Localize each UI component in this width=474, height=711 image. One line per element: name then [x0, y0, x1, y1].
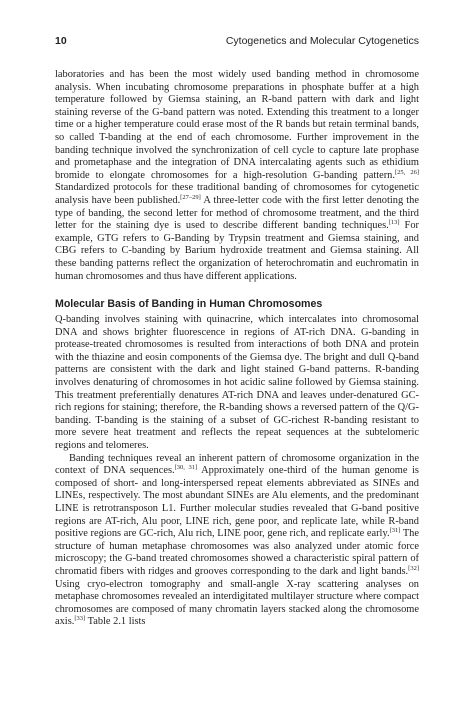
citation: [27–29] — [180, 193, 201, 201]
text-run: A three-letter code with the first letter denoting the type of banding, the second letter for method of chromosome treatment, and the third letter for the staining dye is used to describe different banding techniques. — [55, 194, 419, 232]
paragraph — [55, 453, 419, 629]
citation: [31] — [389, 527, 401, 535]
paragraph — [55, 314, 419, 453]
citation: [30, 31] — [174, 464, 198, 472]
text-run: Standardized protocols for these traditional banding of chromosomes for cytogenetic analysis have been published. — [55, 182, 419, 206]
text-run: Using cryo-electron tomography and small-angle X-ray scattering analyses on metaphase chromosomes revealed an interdigitated multilayer structure where compact chromosomes are composed of many chromatin layers stacked along the chromosome axis. — [55, 578, 419, 628]
running-header — [55, 35, 419, 49]
citation: [32] — [408, 564, 419, 572]
paragraph — [55, 69, 419, 283]
page-body — [55, 69, 419, 629]
text-run: For example, GTG refers to G-Banding by Trypsin treatment and Giemsa staining, and CBG refers to C-banding by Barium hydroxide treatment and Giemsa staining. All these banding patterns reflect the organization of heterochromatin and euchromatin in human chromosomes and thus have different applications. — [55, 220, 419, 282]
text-run: laboratories and has been the most widely used banding method in chromosome analysis. When incubating chromosome preparations in phosphate buffer at a high temperature followed by Giemsa staining, an R-band pattern with dark and light staining reverse of the G-band pattern was noted. Extending this treatment to a longer time or a higher temperature could erase most of the R bands but retain terminal bands, so called T-banding at the end of each chromosome. Further improvement in the banding technique involved the synchronization of cell cycle to capture late prophase and prometaphase and the integration of DNA intercalating agents such as ethidium bromide to elongate chromosomes for a high-resolution G-banding pattern. — [55, 69, 419, 181]
running-title: Cytogenetics and Molecular Cytogenetics — [225, 35, 419, 47]
citation: [25, 26] — [394, 168, 419, 176]
page-number: 10 — [55, 35, 67, 47]
text-run: Q-banding involves staining with quinacrine, which intercalates into chromosomal DNA and shows brighter fluorescence in regions of AT-rich DNA. G-banding in protease-treated chromosomes is resulted from interactions of both DNA and protein with the thiazine and eosin components of the Giemsa dye. The bright and dull Q-band patterns are consistent with the dark and light stained G-band patterns. R-banding involves denaturing of chromosomes in hot acidic saline followed by Giemsa staining. This treatment preferentially denatures AT-rich DNA and leaves under-denatured GC-rich regions for staining; therefore, the R-banding shows a reversed pattern of the Q/G-banding. T-banding is the staining of a subset of GC-richest R-banding resistant to more severe heat treatment and reflects the repeat sequences at the subtelomeric regions and telomeres. — [55, 314, 419, 452]
text-run: Banding techniques reveal an inherent pattern of chromosome organization in the context of DNA sequences. — [55, 452, 419, 477]
text-run: Table 2.1 lists — [85, 616, 146, 628]
citation: [13] — [388, 219, 400, 227]
citation: [33] — [74, 615, 86, 623]
text-run: Approximately one-third of the human genome is composed of short- and long-interspersed repeat elements abbreviated as SINEs and LINEs, respectively. The most abundant SINEs are Alu elements, and the predominant LINE is retrotransposon L1. Further molecular studies revealed that G-band positive regions are AT-rich, Alu poor, LINE rich, gene poor, and replicate late, while R-band positive regions are GC-rich, Alu rich, LINE poor, gene rich, and replicate early. — [55, 465, 419, 540]
section-heading: Molecular Basis of Banding in Human Chromosomes — [55, 298, 323, 311]
text-run: The structure of human metaphase chromosomes was also analyzed under atomic force microscopy; the G-band treated chromosomes showed a characteristic spiral pattern of chromatid fibers with ridges and grooves corresponding to the dark and light bands. — [55, 528, 419, 577]
